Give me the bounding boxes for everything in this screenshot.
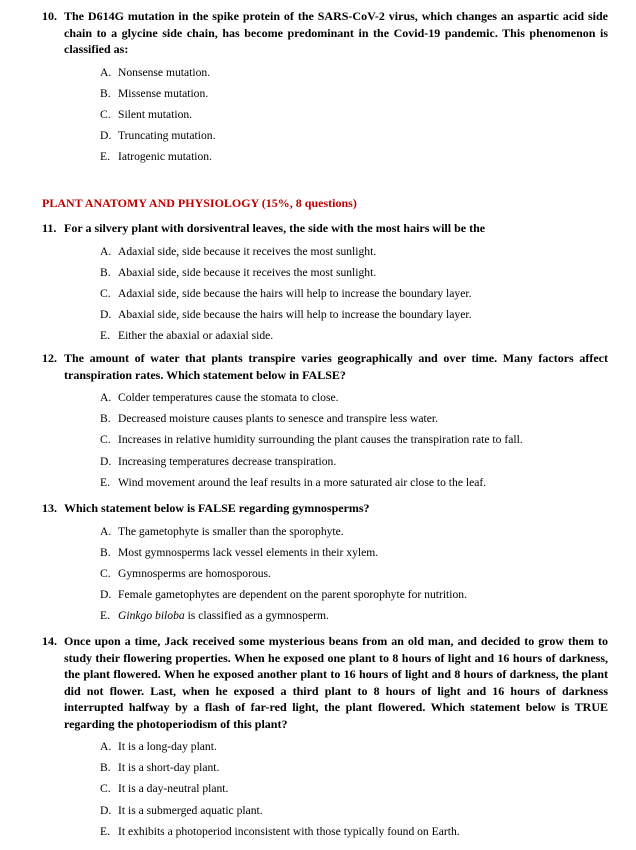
option-text: Increases in relative humidity surrounding the plant causes the transpiration rate to fall. [118,433,523,447]
question-stem [42,350,608,383]
option-letter: B. [100,761,111,775]
question-stem [42,8,608,58]
option-text: Decreased moisture causes plants to senesce and transpire less water. [118,412,438,426]
question-number: 10. [42,9,57,23]
option-letter: D. [100,588,112,602]
question-text: The D614G mutation in the spike protein of the SARS-CoV-2 virus, which changes an aspartic acid side chain to a glycine side chain, has become predominant in the Covid-19 pandemic. This phenomenon is classified as: [64,9,608,56]
answer-option [100,451,608,472]
question-number: 12. [42,351,57,365]
answer-option [100,83,608,104]
question-12 [42,350,608,493]
option-letter: E. [100,824,110,838]
option-letter: B. [100,545,111,559]
option-letter: D. [100,803,112,817]
option-text: It is a short-day plant. [118,761,220,775]
option-text: Iatrogenic mutation. [118,150,213,164]
option-letter: A. [100,391,112,404]
answer-option [100,125,608,146]
option-letter: B. [100,412,111,426]
question-number: 14. [42,634,57,648]
question-stem [42,500,608,517]
answer-option [100,563,608,584]
option-letter: E. [100,150,110,164]
answer-options [42,521,608,627]
question-text: The amount of water that plants transpire varies geographically and over time. Many factors affect transpiration rates. Which statement below in FALSE? [64,351,608,382]
question-text: Which statement below is FALSE regarding gymnosperms? [64,501,370,515]
answer-option [100,821,608,842]
answer-option [100,62,608,83]
answer-option [100,104,608,125]
question-11 [42,220,608,347]
option-letter: A. [100,244,112,258]
option-letter: A. [100,740,112,753]
option-letter: C. [100,782,111,796]
answer-option [100,325,608,346]
option-text: The gametophyte is smaller than the sporophyte. [118,524,344,538]
option-text: Either the abaxial or adaxial side. [118,329,274,343]
question-13 [42,500,608,627]
option-text: Nonsense mutation. [118,65,211,79]
option-letter: B. [100,86,111,100]
answer-option [100,542,608,563]
answer-option [100,736,608,757]
question-text: For a silvery plant with dorsiventral leaves, the side with the most hairs will be the [64,221,486,235]
question-14 [42,633,608,842]
answer-options [42,241,608,347]
option-text: It exhibits a photoperiod inconsistent with those typically found on Earth. [118,824,460,838]
option-text: Increasing temperatures decrease transpiration. [118,454,337,468]
question-text: Once upon a time, Jack received some mysterious beans from an old man, and decided to grow them to study their flowering properties. When he exposed one plant to 8 hours of light and 16 hours of darkness, the plant flowered. When he exposed another plant to 16 hours of light and 8 hours of darkness, the plant did not flower. Last, when he exposed a third plant to 8 hours of light and 16 hours of darkness interrupted halfway by a flash of far-red light, the plant flowered. Which statement below is TRUE regarding the photoperiodism of this plant? [64,634,608,731]
option-text: Missense mutation. [118,86,209,100]
answer-option [100,262,608,283]
option-text: Adaxial side, side because the hairs will help to increase the boundary layer. [118,286,472,300]
option-text: It is a day-neutral plant. [118,782,229,796]
answer-option [100,584,608,605]
option-text: Most gymnosperms lack vessel elements in their xylem. [118,545,379,559]
answer-option [100,241,608,262]
option-letter: D. [100,308,112,322]
answer-option [100,778,608,799]
answer-options [42,62,608,168]
answer-option [100,605,608,626]
option-text: Silent mutation. [118,107,193,121]
question-10 [42,8,608,168]
answer-option [100,800,608,821]
option-letter: D. [100,454,112,468]
option-text: It is a long-day plant. [118,740,217,753]
option-letter: C. [100,566,111,580]
option-text: Abaxial side, side because it receives the most sunlight. [118,265,377,279]
answer-options [42,736,608,842]
section-heading: PLANT ANATOMY AND PHYSIOLOGY (15%, 8 questions) [42,196,357,210]
question-number: 13. [42,501,57,515]
option-letter: E. [100,609,110,623]
question-stem [42,220,608,237]
answer-option [100,283,608,304]
answer-option [100,429,608,450]
option-letter: A. [100,65,112,79]
option-text: Adaxial side, side because it receives the most sunlight. [118,244,377,258]
answer-option [100,387,608,408]
option-letter: E. [100,475,110,489]
option-text: Wind movement around the leaf results in a more saturated air close to the leaf. [118,475,487,489]
answer-option [100,146,608,167]
option-letter: C. [100,433,111,447]
option-letter: C. [100,107,111,121]
answer-option [100,304,608,325]
option-text: is classified as a gymnosperm. [184,609,329,623]
option-letter: E. [100,329,110,343]
option-text: Female gametophytes are dependent on the parent sporophyte for nutrition. [118,588,467,602]
option-text: Gymnosperms are homosporous. [118,566,271,580]
option-text: Truncating mutation. [118,129,216,143]
answer-option [100,472,608,493]
option-text: It is a submerged aquatic plant. [118,803,263,817]
answer-options [42,387,608,493]
option-letter: A. [100,524,112,538]
question-stem [42,633,608,732]
option-letter: C. [100,286,111,300]
answer-option [100,408,608,429]
species-name: Ginkgo biloba [118,609,185,623]
option-letter: B. [100,265,111,279]
option-text: Abaxial side, side because the hairs will help to increase the boundary layer. [118,308,472,322]
option-text: Colder temperatures cause the stomata to close. [118,391,339,404]
answer-option [100,757,608,778]
option-letter: D. [100,129,112,143]
answer-option [100,521,608,542]
question-number: 11. [42,221,57,235]
